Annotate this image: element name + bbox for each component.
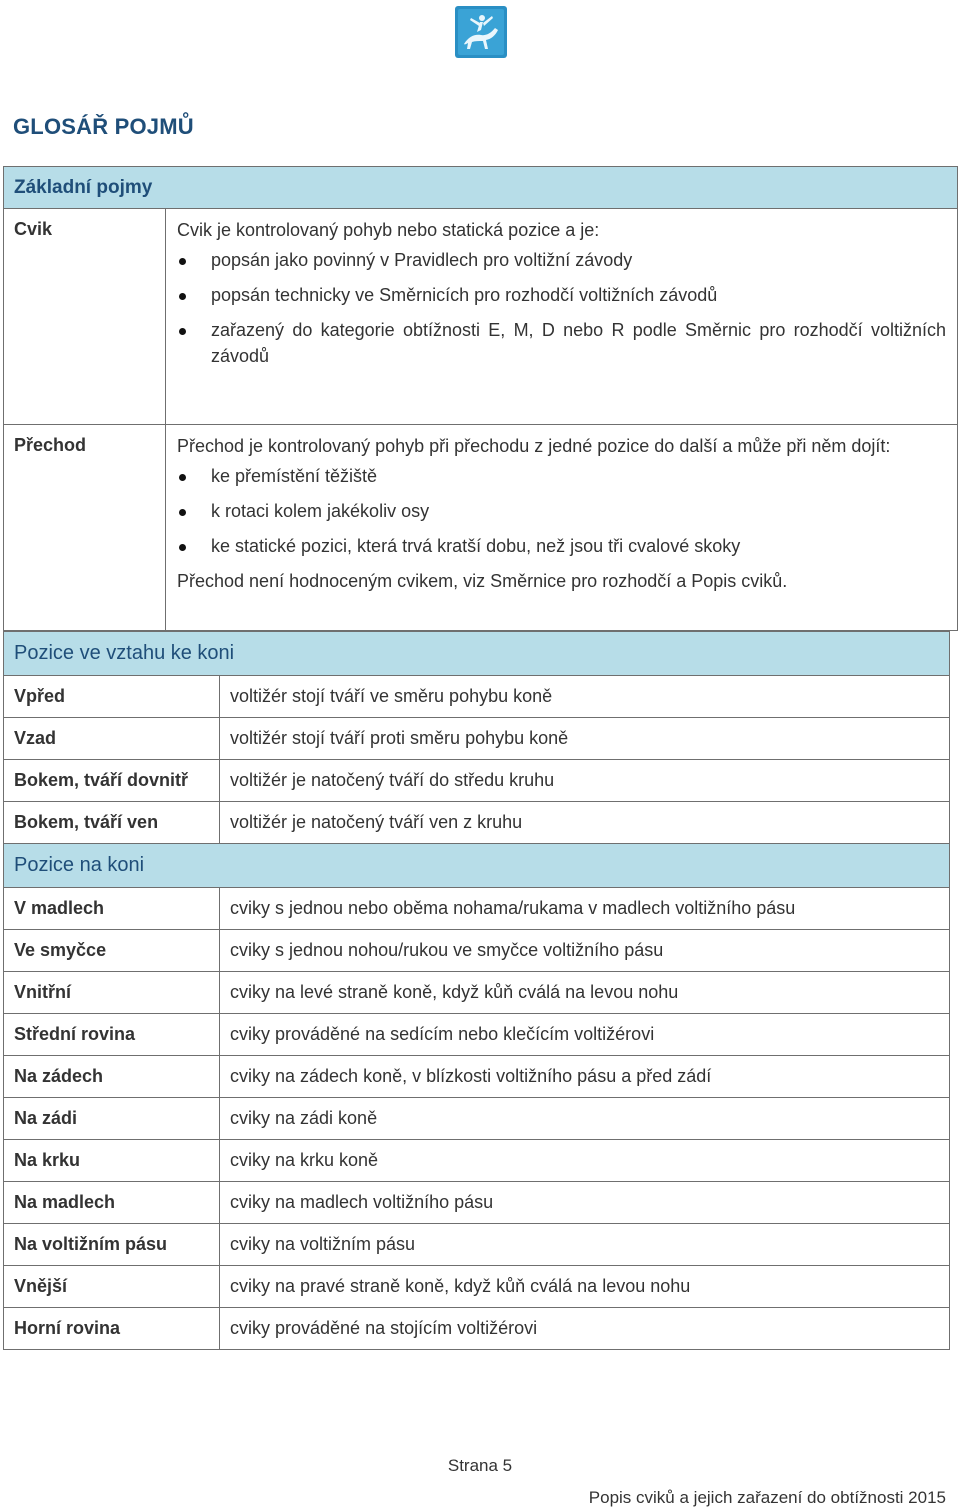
vaulting-horse-logo-icon [455, 6, 507, 58]
definition-cell: cviky na voltižním pásu [220, 1224, 950, 1266]
definition-cell: cviky na pravé straně koně, když kůň cválá na levou nohu [220, 1266, 950, 1308]
table-row [4, 972, 950, 1014]
term-cell: Cvik [4, 209, 166, 425]
list-item: k rotaci kolem jakékoliv osy [177, 498, 946, 524]
section-header-label: Základní pojmy [14, 176, 153, 198]
list-item: ke statické pozici, která trvá kratší dobu, než jsou tři cvalové skoky [177, 533, 946, 559]
term-cell: Ve smyčce [4, 930, 220, 972]
term-cell: Na madlech [4, 1182, 220, 1224]
definition-cell: voltižér stojí tváří ve směru pohybu koně [220, 676, 950, 718]
term-cell: Vnější [4, 1266, 220, 1308]
table-row [4, 930, 950, 972]
definition-cell [166, 425, 958, 631]
definition-cell: voltižér je natočený tváří ven z kruhu [220, 802, 950, 844]
table-row [4, 1014, 950, 1056]
table-row [4, 1224, 950, 1266]
list-item: zařazený do kategorie obtížnosti E, M, D nebo R podle Směrnic pro rozhodčí voltižních závodů [177, 317, 946, 369]
table-row [4, 1140, 950, 1182]
definition-cell: cviky na levé straně koně, když kůň cválá na levou nohu [220, 972, 950, 1014]
table-row [4, 802, 950, 844]
definition-cell [166, 209, 958, 425]
table-row [4, 1182, 950, 1224]
section-header-label: Pozice ve vztahu ke koni [14, 642, 235, 664]
positions-table [3, 631, 950, 1350]
table-row [4, 718, 950, 760]
definition-cell: cviky na krku koně [220, 1140, 950, 1182]
definition-cell: cviky na madlech voltižního pásu [220, 1182, 950, 1224]
term-cell: Na krku [4, 1140, 220, 1182]
definition-cell: voltižér stojí tváří proti směru pohybu koně [220, 718, 950, 760]
definition-intro: Cvik je kontrolovaný pohyb nebo statická pozice a je: [177, 220, 600, 240]
term-cell: Vnitřní [4, 972, 220, 1014]
table-row [4, 1098, 950, 1140]
table-row [4, 425, 958, 631]
table-row [4, 209, 958, 425]
bullet-list [177, 247, 946, 369]
term-cell: Na zádi [4, 1098, 220, 1140]
table-row [4, 1266, 950, 1308]
definition-cell: cviky s jednou nebo oběma nohama/rukama v madlech voltižního pásu [220, 888, 950, 930]
term-cell: Vzad [4, 718, 220, 760]
list-item: popsán technicky ve Směrnicích pro rozhodčí voltižních závodů [177, 282, 946, 308]
definition-cell: cviky prováděné na sedícím nebo klečícím voltižérovi [220, 1014, 950, 1056]
definition-intro: Přechod je kontrolovaný pohyb při přechodu z jedné pozice do další a může při něm dojít: [177, 436, 891, 456]
term-cell: Bokem, tváří dovnitř [4, 760, 220, 802]
definition-cell: cviky prováděné na stojícím voltižérovi [220, 1308, 950, 1350]
section-header [4, 632, 950, 676]
document-footer: Popis cviků a jejich zařazení do obtížnosti 2015 [588, 1488, 946, 1507]
definition-cell: cviky na zádi koně [220, 1098, 950, 1140]
table-row [4, 676, 950, 718]
section-header-label: Pozice na koni [14, 854, 145, 876]
term-cell: Bokem, tváří ven [4, 802, 220, 844]
basic-terms-table [3, 166, 958, 631]
term-cell: Na zádech [4, 1056, 220, 1098]
definition-cell: cviky s jednou nohou/rukou ve smyčce voltižního pásu [220, 930, 950, 972]
section-header [4, 844, 950, 888]
table-row [4, 760, 950, 802]
table-header-row [4, 632, 950, 676]
term-cell: Přechod [4, 425, 166, 631]
list-item: popsán jako povinný v Pravidlech pro voltižní závody [177, 247, 946, 273]
term-cell: V madlech [4, 888, 220, 930]
table-row [4, 1056, 950, 1098]
table-row [4, 1308, 950, 1350]
page-title: GLOSÁŘ POJMŮ [13, 114, 194, 139]
bullet-list [177, 463, 946, 559]
definition-outro: Přechod není hodnoceným cvikem, viz Směrnice pro rozhodčí a Popis cviků. [177, 571, 788, 591]
term-cell: Střední rovina [4, 1014, 220, 1056]
definition-cell: voltižér je natočený tváří do středu kruhu [220, 760, 950, 802]
list-item: ke přemístění těžiště [177, 463, 946, 489]
definition-cell: cviky na zádech koně, v blízkosti voltižního pásu a před zádí [220, 1056, 950, 1098]
page-number: Strana 5 [447, 1456, 513, 1475]
term-cell: Vpřed [4, 676, 220, 718]
table-header-row [4, 167, 958, 209]
section-header [4, 167, 958, 209]
term-cell: Na voltižním pásu [4, 1224, 220, 1266]
term-cell: Horní rovina [4, 1308, 220, 1350]
table-row [4, 888, 950, 930]
table-header-row [4, 844, 950, 888]
